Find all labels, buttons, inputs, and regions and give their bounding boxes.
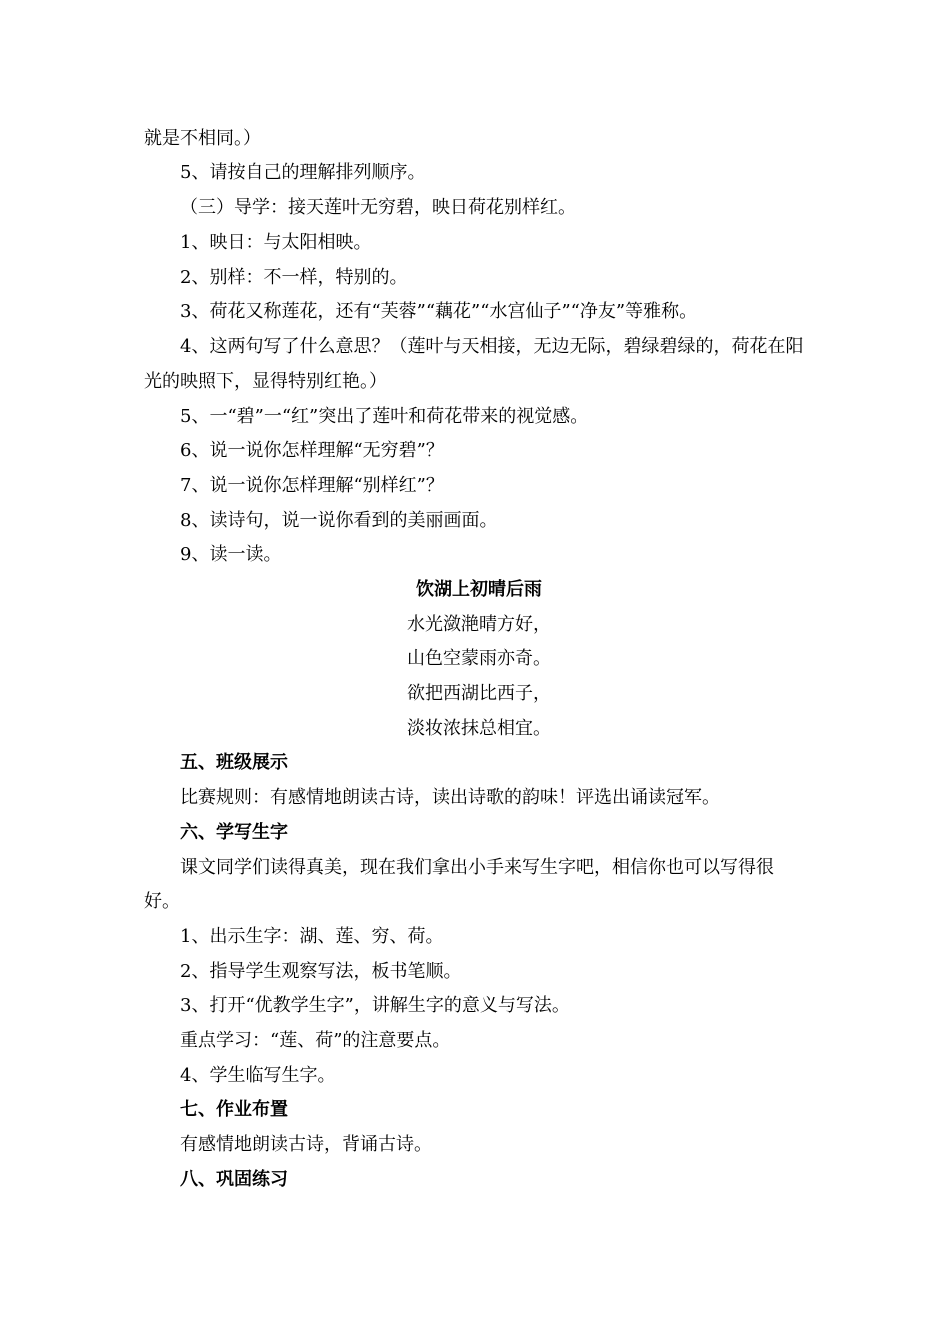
paragraph-line: 课文同学们读得真美，现在我们拿出小手来写生字吧，相信你也可以写得很 xyxy=(180,857,774,878)
paragraph-line: 5、请按自己的理解排列顺序。 xyxy=(180,162,426,183)
poem-line: 淡妆浓抹总相宜。 xyxy=(407,718,551,739)
poem-title: 饮湖上初晴后雨 xyxy=(416,579,542,600)
paragraph-line: 4、这两句写了什么意思？（莲叶与天相接，无边无际，碧绿碧绿的，荷花在阳 xyxy=(180,336,804,357)
section-heading: 八、巩固练习 xyxy=(180,1169,288,1190)
list-item: 3、打开“优教学生字”，讲解生字的意义与写法。 xyxy=(180,995,570,1016)
list-item: 4、学生临写生字。 xyxy=(180,1065,336,1086)
section-heading: 六、学写生字 xyxy=(180,822,288,843)
paragraph-line: 3、荷花又称莲花，还有“芙蓉”“藕花”“水宫仙子”“净友”等雅称。 xyxy=(180,301,698,322)
list-item: 2、指导学生观察写法，板书笔顺。 xyxy=(180,961,462,982)
paragraph-line: 就是不相同。） xyxy=(144,128,261,149)
paragraph-line: 1、映日：与太阳相映。 xyxy=(180,232,372,253)
paragraph-line: 5、一“碧”一“红”突出了莲叶和荷花带来的视觉感。 xyxy=(180,406,589,427)
list-item: 重点学习：“莲、荷”的注意要点。 xyxy=(180,1030,451,1051)
paragraph-line: 比赛规则：有感情地朗读古诗，读出诗歌的韵味！评选出诵读冠军。 xyxy=(180,787,720,808)
paragraph-line: 6、说一说你怎样理解“无穷碧”？ xyxy=(180,440,444,461)
poem-line: 欲把西湖比西子， xyxy=(407,683,551,704)
paragraph-line: 7、说一说你怎样理解“别样红”？ xyxy=(180,475,444,496)
section-heading: 七、作业布置 xyxy=(180,1099,288,1120)
paragraph-line: 有感情地朗读古诗，背诵古诗。 xyxy=(180,1134,432,1155)
poem-line: 水光潋滟晴方好， xyxy=(407,614,551,635)
paragraph-line: （三）导学：接天莲叶无穷碧，映日荷花别样红。 xyxy=(180,197,576,218)
paragraph-line: 2、别样：不一样，特别的。 xyxy=(180,267,408,288)
list-item: 1、出示生字：湖、莲、穷、荷。 xyxy=(180,926,444,947)
section-heading: 五、班级展示 xyxy=(180,752,288,773)
paragraph-line: 8、读诗句，说一说你看到的美丽画面。 xyxy=(180,510,498,531)
poem-line: 山色空蒙雨亦奇。 xyxy=(407,648,551,669)
paragraph-line: 光的映照下，显得特别红艳。） xyxy=(144,371,387,392)
paragraph-line: 好。 xyxy=(144,891,180,912)
paragraph-line: 9、读一读。 xyxy=(180,544,282,565)
